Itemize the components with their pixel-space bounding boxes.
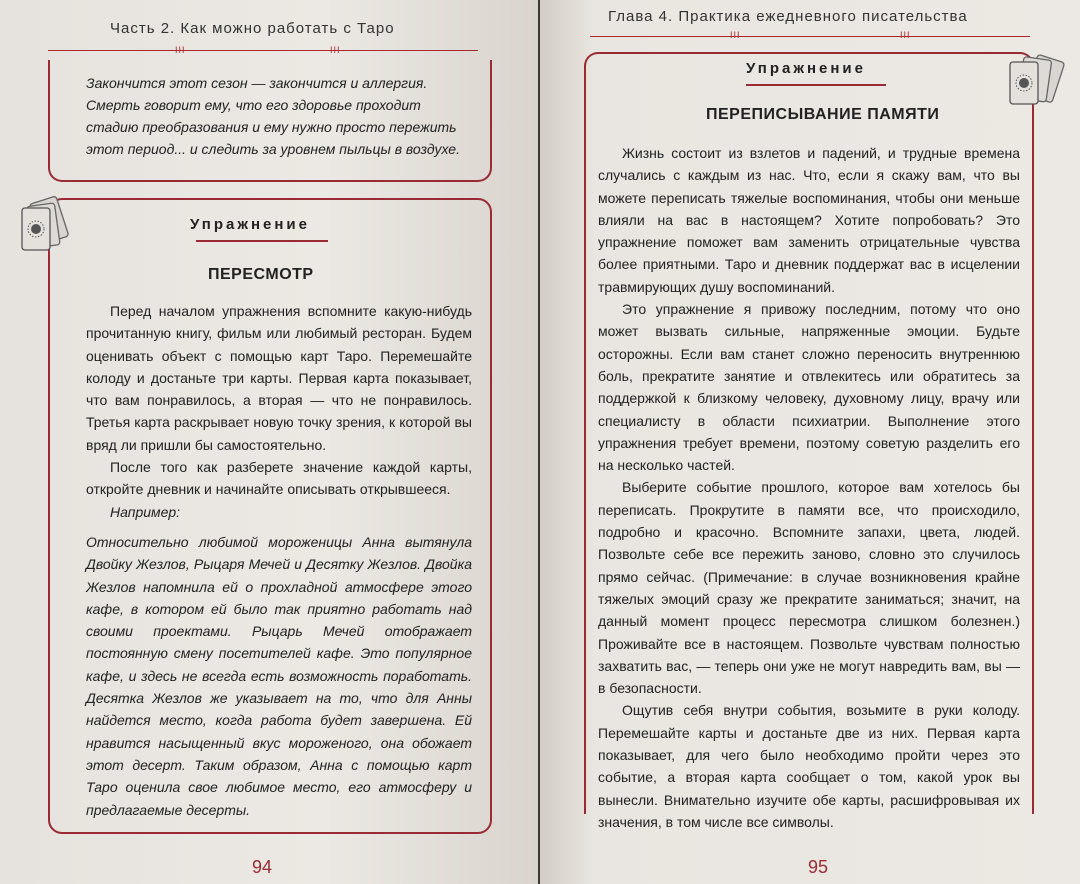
right-paragraph-1: Жизнь состоит из взлетов и падений, и трудные времена случались с каждым из нас. Что, если я скажу вам, что вы можете переписать тяжелые воспоминания, чтобы они меньше влияли на вас в настоящем? Хотите попробовать? Это упражнение поможет вам заменить отрицательные чувства более приятными. Таро и дневник поддержат вас в исцелении травмирующих душу воспоминаний. [598, 145, 1020, 295]
exercise-underline-left [196, 240, 328, 242]
left-head-rule [48, 50, 478, 51]
right-paragraph-4: Ощутив себя внутри события, возьмите в руки колоду. Перемешайте карты и достаньте две из них. Первая карта показывает, для чего было необходимо пройти через это событие, а вторая карта сообщает о том, какой урок вы вынесли. Внимательно изучите обе карты, расшифровывая их значения, в том числе все символы. [598, 702, 1020, 830]
left-running-head: Часть 2. Как можно работать с Таро [110, 20, 395, 37]
right-running-head: Глава 4. Практика ежедневного писательства [608, 8, 968, 25]
left-rule-mark-1: III [175, 45, 186, 55]
left-page [0, 0, 538, 884]
example-text: Относительно любимой мороженицы Анна вытянула Двойку Жезлов, Рыцаря Мечей и Десятку Жезлов. Двойка Жезлов напомнила ей о прохладной атмосфере этого кафе, в котором ей было так приятно работать над своими проектами. Рыцарь Мечей отображает постоянную смену посетителей кафе. Это популярное кафе, и здесь не всегда есть возможность поработать. Десятка Жезлов же указывает на то, что для Анны найдется место, когда работа будет завершена. Ей нравится насыщенный вкус мороженого, она обожает этот десерт. Таким образом, Анна с помощью карт Таро оценила свое любимое место, его атмосферу и предлагаемые десерты. [86, 533, 472, 818]
continuation-text: Закончится этот сезон — закончится и аллергия. Смерть говорит ему, что его здоровье проходит стадию преобразования и ему нужно просто пережить этот период... и следить за уровнем пыльцы в воздухе. [86, 75, 460, 157]
right-rule-mark-2: III [900, 30, 911, 40]
exercise-title-left: ПЕРЕСМОТР [208, 266, 314, 283]
exercise-title-right: ПЕРЕПИСЫВАНИЕ ПАМЯТИ [706, 106, 940, 123]
tarot-cards-icon [8, 190, 86, 260]
exercise-body-right [598, 142, 1020, 833]
left-paragraph-2: После того как разберете значение каждой карты, откройте дневник и начинайте описывать открывшееся. [86, 459, 472, 498]
exercise-label-right: Упражнение [746, 60, 866, 77]
right-page [540, 0, 1080, 884]
left-paragraph-1: Перед началом упражнения вспомните какую-нибудь прочитанную книгу, фильм или любимый ресторан. Будем оценивать объект с помощью карт Таро. Перемешайте колоду и достаньте три карты. Первая карта показывает, что вам понравилось, а вторая — что не понравилось. Третья карта раскрывает новую точку зрения, к которой вы вряд ли пришли бы самостоятельно. [86, 303, 472, 453]
right-page-number: 95 [808, 857, 829, 877]
right-paragraph-2: Это упражнение я привожу последним, потому что оно может вызвать сильные, напряженные эмоции. Будьте осторожны. Если вам станет сложно переносить внутреннюю боль, прекратите занятие и отвлекитесь или обратитесь за поддержкой к близкому человеку, духовному лицу, врачу или специалисту в области психиатрии. Выполнение этого упражнения требует времени, поэтому советую разделить его на несколько частей. [598, 301, 1020, 474]
left-page-number: 94 [252, 857, 273, 877]
example-label: Например: [110, 503, 181, 520]
right-paragraph-3: Выберите событие прошлого, которое вам хотелось бы переписать. Прокрутите в памяти все, что происходило, подробно и красочно. Вспомните запахи, цвета, людей. Позвольте себе все пережить заново, словно это случилось прямо сейчас. (Примечание: в случае возникновения крайне тяжелых эмоций сразу же прекратите заниматься; значит, на данный момент процесс пересмотра слишком болезнен.) Проживайте все в настоящем. Позвольте чувствам полностью захватить вас, — теперь они уже не могут навредить вам, вы — в безопасности. [598, 479, 1020, 697]
right-rule-mark-1: III [730, 30, 741, 40]
exercise-underline-right [746, 84, 886, 86]
tarot-cards-icon-right [992, 46, 1074, 118]
exercise-label-left: Упражнение [190, 216, 310, 233]
right-head-rule [590, 36, 1030, 37]
exercise-body-left [86, 300, 472, 821]
left-rule-mark-2: III [330, 45, 341, 55]
